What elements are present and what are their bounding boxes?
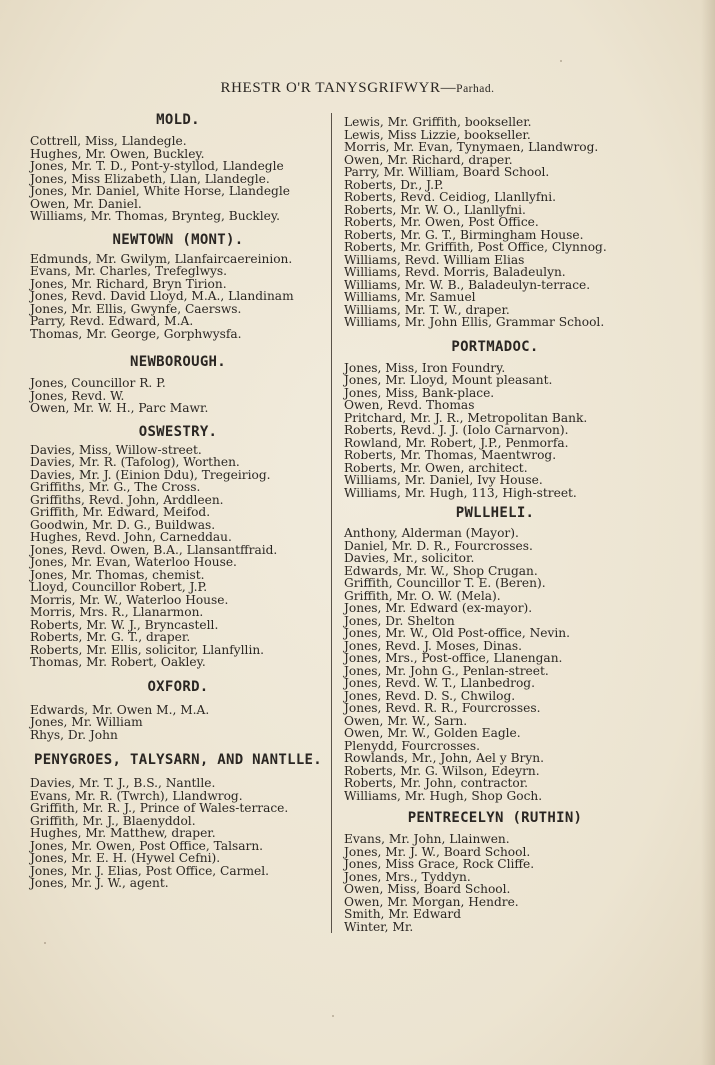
subscriber-entry: Jones, Mr. Evan, Waterloo House. — [30, 555, 237, 569]
subscriber-entry: Thomas, Mr. Robert, Oakley. — [30, 655, 206, 669]
subscriber-entry: Daniel, Mr. D. R., Fourcrosses. — [344, 538, 533, 553]
section-title: PENYGROES, TALYSARN, AND NANTLLE. — [33, 752, 323, 768]
subscriber-entry: Jones, Revd. J. Moses, Dinas. — [344, 638, 522, 653]
subscriber-entry: Williams, Mr. T. W., draper. — [344, 302, 510, 317]
subscriber-entry: Roberts, Revd. Ceidiog, Llanllyfni. — [344, 190, 557, 204]
subscriber-entry: Davies, Mr. R. (Tafolog), Worthen. — [30, 455, 240, 469]
subscriber-entry: Hughes, Mr. Owen, Buckley. — [30, 146, 205, 161]
subscriber-entry: Griffiths, Revd. John, Arddleen. — [30, 492, 224, 507]
subscriber-entry: Hughes, Mr. Matthew, draper. — [30, 826, 216, 840]
subscriber-list — [30, 704, 326, 742]
section-title: PORTMADOC. — [451, 338, 539, 355]
subscriber-entry: Morris, Mrs. R., Llanarmon. — [30, 605, 204, 619]
page-header — [0, 80, 715, 97]
subscriber-entry: Jones, Mrs., Post-office, Llanengan. — [344, 651, 563, 665]
subscriber-entry: Griffith, Mr. O. W. (Mela). — [344, 588, 501, 603]
subscriber-entry: Jones, Mr. Edward (ex-mayor). — [344, 601, 533, 615]
subscriber-entry: Cottrell, Miss, Llandegle. — [30, 134, 187, 148]
subscriber-entry: Owen, Miss, Board School. — [344, 882, 511, 896]
section-title: NEWBOROUGH. — [129, 354, 227, 370]
subscriber-entry: Jones, Dr. Shelton — [344, 613, 455, 628]
subscriber-entry: Jones, Mr. Owen, Post Office, Talsarn. — [30, 838, 264, 853]
subscriber-entry: Williams, Mr. Hugh, Shop Goch. — [344, 788, 543, 803]
subscriber-entry: Smith, Mr. Edward — [344, 907, 462, 921]
subscriber-entry: Pritchard, Mr. J. R., Metropolitan Bank. — [344, 410, 588, 425]
subscriber-entry: Owen, Mr. Morgan, Hendre. — [344, 894, 519, 909]
subscriber-entry: Jones, Miss Elizabeth, Llan, Llandegle. — [30, 171, 270, 186]
subscriber-entry: Jones, Mr. E. H. (Hywel Cefni). — [30, 851, 221, 865]
subscriber-entry: Lewis, Mr. Griffith, bookseller. — [344, 115, 532, 129]
subscriber-entry: Owen, Mr. W., Sarn. — [344, 713, 468, 728]
section-newtown — [30, 232, 326, 341]
subscriber-entry: Roberts, Mr. G. Wilson, Edeyrn. — [344, 763, 540, 778]
subscriber-entry: Jones, Councillor R. P. — [30, 376, 166, 390]
subscriber-entry: Williams, Mr. Daniel, Ivy House. — [344, 473, 543, 487]
subscriber-entry: Edmunds, Mr. Gwilym, Llanfaircaereinion. — [30, 251, 293, 266]
subscriber-entry: Rowlands, Mr., John, Ael y Bryn. — [344, 751, 544, 765]
subscriber-entry: Owen, Revd. Thomas — [344, 398, 475, 412]
subscriber-entry: Goodwin, Mr. D. G., Buildwas. — [30, 517, 216, 532]
section-portmadoc — [344, 339, 646, 500]
subscriber-entry: Jones, Mr. Lloyd, Mount pleasant. — [344, 373, 553, 387]
subscriber-entry: Thomas, Mr. George, Gorphwysfa. — [30, 326, 242, 341]
section-mold — [30, 112, 326, 223]
subscriber-entry: Griffith, Councillor T. E. (Beren). — [344, 576, 546, 590]
subscriber-entry: Jones, Mr. J. Elias, Post Office, Carmel. — [30, 863, 270, 878]
section-newborough — [30, 354, 326, 415]
section-pwllheli — [344, 505, 646, 802]
subscriber-entry: Jones, Revd. W. — [30, 388, 125, 403]
page-edge-shadow — [701, 0, 715, 1065]
subscriber-entry: Roberts, Revd. J. J. (Iolo Carnarvon). — [344, 423, 569, 437]
subscriber-entry: Roberts, Mr. Owen, Post Office. — [344, 215, 539, 229]
subscriber-entry: Jones, Mr. J. W., agent. — [30, 876, 169, 890]
subscriber-entry: Edwards, Mr. Owen M., M.A. — [30, 702, 210, 717]
subscriber-entry: Jones, Revd. Owen, B.A., Llansantffraid. — [30, 542, 278, 557]
subscriber-entry: Jones, Revd. David Lloyd, M.A., Llandinam — [30, 289, 294, 303]
subscriber-entry: Williams, Mr. John Ellis, Grammar School. — [344, 315, 605, 329]
subscriber-entry: Hughes, Revd. John, Carneddau. — [30, 530, 232, 544]
subscriber-entry: Jones, Revd. D. S., Chwilog. — [344, 688, 516, 703]
paper-speck — [332, 1015, 334, 1017]
subscriber-entry: Davies, Mr. J. (Einion Ddu), Tregeiriog. — [30, 467, 271, 482]
subscriber-entry: Plenydd, Fourcrosses. — [344, 738, 481, 753]
column-divider — [331, 113, 332, 933]
section-oswestry — [30, 424, 326, 669]
subscriber-list — [344, 362, 646, 500]
subscriber-entry: Roberts, Mr. W. O., Llanllyfni. — [344, 202, 526, 217]
subscriber-entry: Davies, Mr. T. J., B.S., Nantlle. — [30, 776, 216, 790]
subscriber-list — [344, 116, 646, 329]
subscriber-entry: Roberts, Mr. W. J., Bryncastell. — [30, 617, 219, 632]
header-suffix: Parhad. — [456, 83, 495, 95]
subscriber-entry: Williams, Mr. Hugh, 113, High-street. — [344, 485, 577, 500]
subscriber-entry: Jones, Mr. Richard, Bryn Tirion. — [30, 276, 227, 291]
subscriber-entry: Owen, Mr. W. H., Parc Mawr. — [30, 401, 209, 415]
subscriber-entry: Jones, Mr. Thomas, chemist. — [30, 567, 205, 582]
header-title: RHESTR O'R TANYSGRIFWYR— — [220, 80, 457, 96]
subscriber-entry: Jones, Revd. W. T., Llanbedrog. — [344, 676, 535, 690]
subscriber-entry: Jones, Miss, Iron Foundry. — [344, 360, 506, 375]
subscriber-entry: Jones, Revd. R. R., Fourcrosses. — [344, 701, 541, 715]
subscriber-entry: Jones, Mr. Daniel, White Horse, Llandegle — [30, 184, 290, 198]
subscriber-entry: Jones, Mr. William — [30, 715, 143, 729]
subscriber-entry: Edwards, Mr. W., Shop Crugan. — [344, 563, 538, 578]
subscriber-entry: Lloyd, Councillor Robert, J.P. — [30, 580, 208, 594]
subscriber-entry: Owen, Mr. W., Golden Eagle. — [344, 726, 521, 740]
subscriber-entry: Roberts, Dr., J.P. — [344, 177, 444, 192]
subscriber-entry: Williams, Mr. W. B., Baladeulyn-terrace. — [344, 277, 591, 292]
subscriber-entry: Williams, Revd. Morris, Baladeulyn. — [344, 265, 566, 279]
paper-speck — [44, 942, 46, 944]
subscriber-entry: Rhys, Dr. John — [30, 727, 118, 742]
subscriber-entry: Parry, Mr. William, Board School. — [344, 165, 550, 179]
section-title: NEWTOWN (MONT). — [112, 231, 244, 248]
left-column — [30, 110, 326, 890]
section-oxford — [30, 679, 326, 742]
subscriber-entry: Jones, Mr. Ellis, Gwynfe, Caersws. — [30, 301, 242, 316]
subscriber-entry: Jones, Mr. John G., Penlan-street. — [344, 663, 549, 678]
subscriber-entry: Anthony, Alderman (Mayor). — [344, 526, 519, 540]
subscriber-list — [344, 527, 646, 802]
subscriber-entry: Williams, Mr. Thomas, Brynteg, Buckley. — [30, 209, 281, 223]
subscriber-entry: Davies, Mr., solicitor. — [344, 551, 475, 565]
paper-speck — [560, 60, 562, 62]
subscriber-entry: Evans, Mr. Charles, Trefeglwys. — [30, 264, 228, 278]
subscriber-entry: Roberts, Mr. Griffith, Post Office, Clynnog. — [344, 240, 607, 254]
subscriber-entry: Roberts, Mr. G. T., draper. — [30, 630, 191, 644]
subscriber-entry: Jones, Mrs., Tyddyn. — [344, 869, 471, 884]
subscriber-entry: Parry, Revd. Edward, M.A. — [30, 314, 194, 328]
subscriber-entry: Evans, Mr. R. (Twrch), Llandwrog. — [30, 788, 243, 803]
section-title: OSWESTRY. — [138, 423, 218, 440]
subscriber-entry: Owen, Mr. Daniel. — [30, 196, 142, 211]
subscriber-entry: Williams, Revd. William Elias — [344, 252, 525, 267]
subscriber-entry: Morris, Mr. W., Waterloo House. — [30, 592, 229, 607]
subscriber-entry: Griffith, Mr. Edward, Meifod. — [30, 505, 211, 519]
subscriber-entry: Owen, Mr. Richard, draper. — [344, 152, 513, 167]
subscriber-entry: Griffiths, Mr. G., The Cross. — [30, 480, 201, 494]
subscriber-entry: Jones, Mr. J. W., Board School. — [344, 844, 531, 859]
subscriber-entry: Roberts, Mr. Ellis, solicitor, Llanfyllin. — [30, 642, 265, 657]
subscriber-entry: Jones, Mr. W., Old Post-office, Nevin. — [344, 626, 570, 640]
section-title: PENTRECELYN (RUTHIN) — [407, 810, 583, 826]
subscriber-entry: Roberts, Mr. John, contractor. — [344, 776, 529, 790]
section-penygroes — [30, 752, 326, 890]
subscriber-entry: Winter, Mr. — [344, 919, 414, 934]
subscriber-entry: Davies, Miss, Willow-street. — [30, 442, 202, 457]
subscriber-entry: Roberts, Mr. G. T., Birmingham House. — [344, 227, 584, 242]
subscriber-list — [30, 253, 326, 341]
subscriber-entry: Roberts, Mr. Owen, architect. — [344, 460, 528, 475]
section-pentrecelyn — [344, 810, 646, 933]
section-title: MOLD. — [156, 112, 200, 128]
subscriber-list — [30, 377, 326, 415]
section-title: PWLLHELI. — [455, 505, 535, 521]
subscriber-entry: Rowland, Mr. Robert, J.P., Penmorfa. — [344, 435, 569, 450]
section-title: OXFORD. — [147, 678, 209, 695]
subscriber-entry: Roberts, Mr. Thomas, Maentwrog. — [344, 448, 557, 462]
subscriber-entry: Jones, Miss, Bank-place. — [344, 385, 495, 400]
subscriber-entry: Jones, Miss Grace, Rock Cliffe. — [344, 857, 535, 871]
subscriber-entry: Morris, Mr. Evan, Tynymaen, Llandwrog. — [344, 140, 599, 154]
subscriber-entry: Griffith, Mr. R. J., Prince of Wales-terrace. — [30, 801, 289, 815]
subscriber-list — [30, 135, 326, 223]
subscriber-entry: Evans, Mr. John, Llainwen. — [344, 832, 510, 846]
subscriber-entry: Jones, Mr. T. D., Pont-y-styllod, Llandegle — [30, 159, 284, 173]
subscriber-entry: Lewis, Miss Lizzie, bookseller. — [344, 127, 531, 142]
subscriber-entry: Griffith, Mr. J., Blaenyddol. — [30, 813, 196, 828]
subscriber-list — [344, 833, 646, 933]
subscriber-entry: Williams, Mr. Samuel — [344, 290, 476, 304]
subscriber-list — [30, 777, 326, 890]
subscriber-list — [30, 444, 326, 669]
section-penygroes-continued — [344, 116, 646, 329]
right-column — [344, 110, 646, 933]
